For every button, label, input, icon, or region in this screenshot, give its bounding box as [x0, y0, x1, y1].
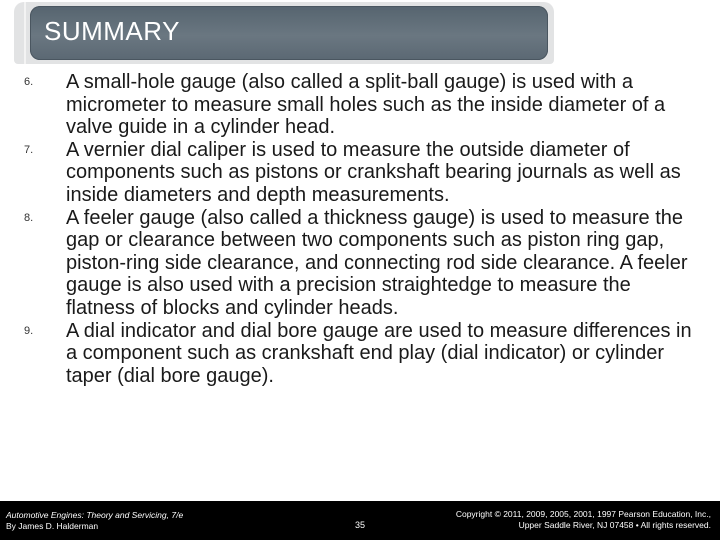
footer-book-info [6, 510, 183, 532]
list-item [24, 71, 694, 139]
item-number: 6. [24, 76, 34, 88]
item-text: A small-hole gauge (also called a split-ball gauge) is used with a micrometer to measure small holes such as the inside diameter of a valve guide in a cylinder head. [66, 71, 666, 139]
page-number: 35 [355, 520, 366, 530]
item-text: A feeler gauge (also called a thickness gauge) is used to measure the gap or clearance between two components such as piston ring gap, piston-ring side clearance, and connecting rod side clearance. A feeler gauge is also used with a precision straightedge to measure the flatness of blocks and cylinder heads. [66, 206, 688, 319]
item-text: A vernier dial caliper is used to measure the outside diameter of components such as pistons or crankshaft bearing journals as well as inside diameters and depth measurements. [66, 138, 681, 206]
item-number: 8. [24, 211, 34, 224]
list-item [24, 139, 694, 207]
summary-list [24, 71, 694, 387]
item-number: 7. [24, 143, 34, 156]
copyright-line-1: Copyright © 2011, 2009, 2005, 2001, 1997 Pearson Education, Inc., [455, 509, 711, 519]
book-author: By James D. Halderman [6, 521, 99, 531]
book-title: Automotive Engines: Theory and Servicing, 7/e [6, 510, 184, 520]
item-number: 9. [24, 324, 34, 337]
list-item [24, 320, 694, 388]
footer-bar [0, 501, 720, 540]
copyright-line-2: Upper Saddle River, NJ 07458 • All rights reserved. [518, 520, 711, 530]
list-item [24, 207, 694, 320]
item-text: A dial indicator and dial bore gauge are used to measure differences in a component such as crankshaft end play (dial indicator) or cylinder taper (dial bore gauge). [66, 319, 692, 387]
slide-title: SUMMARY [44, 16, 180, 46]
copyright-notice [456, 509, 711, 531]
